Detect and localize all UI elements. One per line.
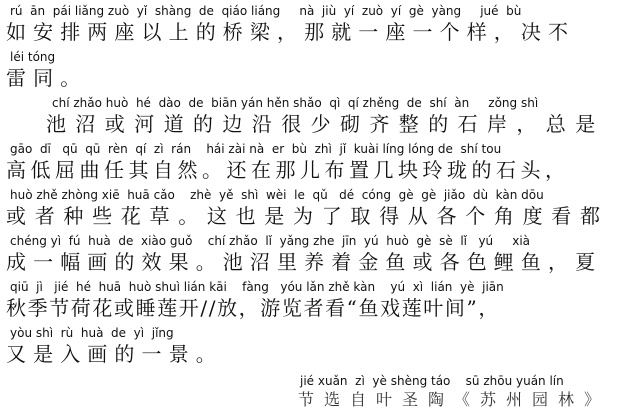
- pinyin-line: léi tóng: [10, 50, 56, 64]
- hanzi-line: 秋季节荷花或睡莲开//放，游览者看“鱼戏莲叶间”，: [6, 296, 500, 320]
- pinyin-line: huò zhě zhòng xiē huā cǎo zhè yě shì wèi le qǔ dé cóng gè gè jiǎo dù kàn dōu: [10, 188, 544, 202]
- pinyin-line: chéng yì fú huà de xiào guǒ chí zhǎo lǐ yǎng zhe jīn yú huò gè sè lǐ yú xià: [10, 234, 531, 248]
- pinyin-line: qiū jì jié hé huā huò shuì lián kāi fàng yóu lǎn zhě kàn yú xì lián yè jiān: [10, 280, 504, 294]
- hanzi-line: 又是入画的一景。: [6, 342, 223, 366]
- pinyin-line: gāo dī qū qū rèn qí zì rán hái zài nà er bù zhì jǐ kuài líng lóng de shí tou: [10, 142, 502, 156]
- source-text: 节选自叶圣陶《苏州园林》: [298, 390, 611, 409]
- hanzi-line: 或者种些花草。这也是为了取得从各个角度看都: [6, 204, 609, 228]
- hanzi-line: 如安排两座以上的桥梁，那就一座一个样，决不: [6, 20, 576, 44]
- pinyin-line: chí zhǎo huò hé dào de biān yán hěn shǎo qì qí zhěng de shí àn zǒng shì: [52, 96, 539, 110]
- hanzi-line: 成一幅画的效果。池沼里养着金鱼或各色鲤鱼，夏: [6, 250, 603, 274]
- pinyin-line: rú ān pái liǎng zuò yǐ shàng de qiáo liáng nà jiù yí zuò yí gè yàng jué bù: [10, 4, 522, 18]
- source-pinyin: jié xuǎn zì yè shèng táo sū zhōu yuán lín: [300, 374, 564, 388]
- pinyin-line: yòu shì rù huà de yì jǐng: [10, 326, 174, 340]
- hanzi-line: 高低屈曲任其自然。还在那儿布置几块玲珑的石头，: [6, 158, 570, 182]
- hanzi-line: 池沼或河道的边沿很少砌齐整的石岸，总是: [46, 112, 605, 136]
- hanzi-line: 雷同。: [6, 66, 88, 90]
